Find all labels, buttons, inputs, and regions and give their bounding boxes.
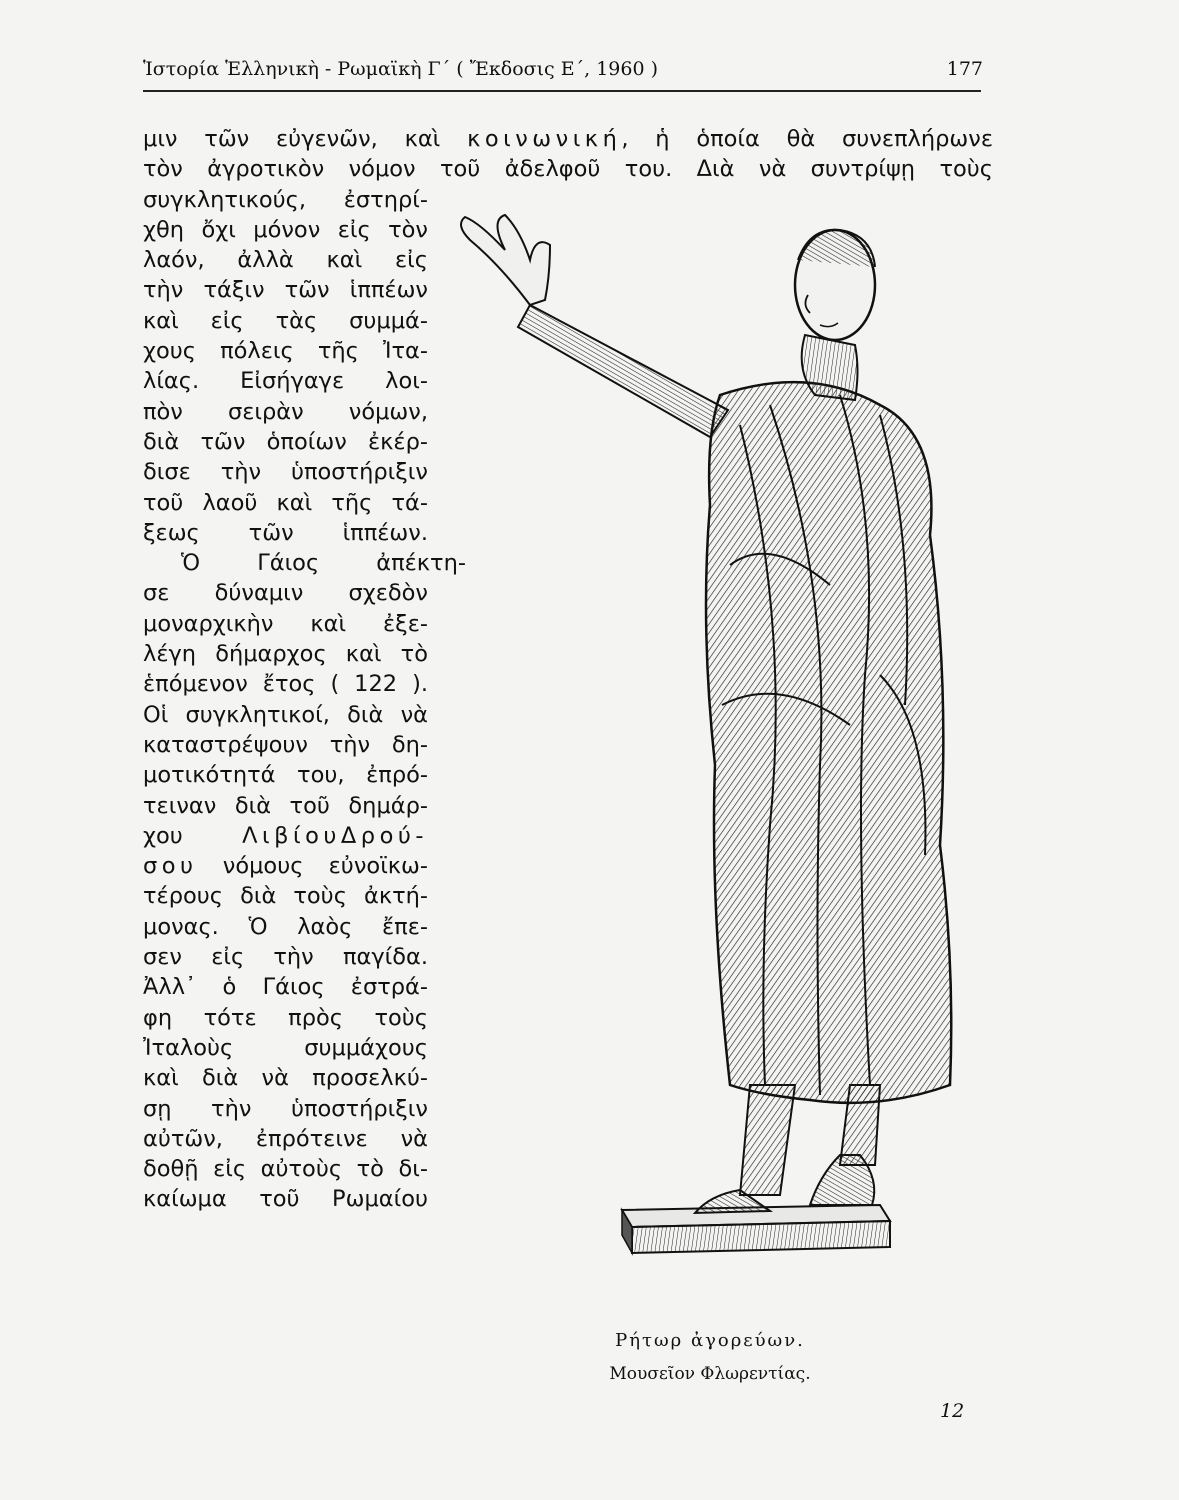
text-line: [143, 488, 428, 518]
text-run: ξεως τῶν ἱππέων.: [143, 519, 428, 546]
text-line: [143, 397, 428, 427]
text-line: [143, 306, 428, 336]
figure-caption-title: Ρήτωρ ἀγορεύων.: [615, 1330, 805, 1351]
text-run: πὸν σειρὰν νόμων,: [143, 398, 428, 425]
text-line: [143, 366, 428, 396]
text-line: [143, 821, 428, 851]
text-run: σῃ τὴν ὑποστήριξιν: [143, 1095, 428, 1122]
text-line: [143, 851, 428, 881]
statue-hand: [461, 215, 550, 305]
spaced-emphasis: ΛιβίουΔρού-: [242, 822, 428, 849]
text-line: [143, 942, 428, 972]
text-run: σεν εἰς τὴν παγίδα.: [143, 944, 428, 971]
text-run: σε δύναμιν σχεδὸν: [143, 580, 428, 607]
text-line: [143, 609, 428, 639]
page-number: 177: [946, 58, 983, 80]
text-run: δισε τὴν ὑποστήριξιν: [143, 459, 428, 486]
text-line: [143, 457, 428, 487]
text-run: χους πόλεις τῆς Ἰτα-: [143, 338, 428, 365]
text-line: [143, 185, 428, 215]
text-line: [143, 275, 428, 305]
statue-leg-left: [740, 1085, 795, 1195]
text-run: διὰ τῶν ὁποίων ἐκέρ-: [143, 428, 428, 455]
text-line: [143, 912, 428, 942]
text-run: καταστρέψουν τὴν δη-: [143, 731, 428, 758]
text-line: [143, 1094, 428, 1124]
text-line: [143, 336, 428, 366]
text-run: , ἡ ὁποία θὰ συνεπλήρωνε: [621, 126, 993, 152]
text-run: Ἀλλ᾽ ὁ Γάιος ἐστρά-: [143, 974, 428, 1001]
text-line: [143, 760, 428, 790]
text-line: [143, 972, 428, 1002]
text-line: [143, 1184, 428, 1214]
header-title: Ἱστορία Ἑλληνικὴ - Ρωμαϊκὴ Γ´ ( Ἔκδοσις Ε´, 1960 ): [143, 58, 658, 80]
orator-statue-illustration: [410, 205, 995, 1270]
text-run: καὶ εἰς τὰς συμμά-: [143, 307, 428, 334]
text-run: τὸν ἀγροτικὸν νόμον τοῦ ἀδελφοῦ του. Διὰ νὰ συντρίψῃ τοὺς: [143, 156, 993, 183]
text-run: καὶ διὰ νὰ προσελκύ-: [143, 1065, 428, 1092]
text-run: Οἱ συγκλητικοί, διὰ νὰ: [143, 701, 428, 728]
text-line: [143, 791, 428, 821]
text-run: μοτικότητά του, ἐπρό-: [143, 762, 428, 789]
text-line: [143, 700, 428, 730]
text-line: [143, 245, 428, 275]
text-line: [143, 215, 428, 245]
text-run: λαόν, ἀλλὰ καὶ εἰς: [143, 247, 428, 274]
text-run: λέγη δήμαρχος καὶ τὸ: [143, 641, 428, 668]
figure-caption-source: Μουσεῖον Φλωρεντίας.: [609, 1364, 811, 1384]
text-line: [143, 578, 428, 608]
text-run: μοναρχικὴν καὶ ἐξε-: [143, 610, 428, 637]
text-run: λίας. Εἰσήγαγε λοι-: [143, 368, 428, 395]
text-run: τέρους διὰ τοὺς ἀκτή-: [143, 883, 428, 910]
text-line: [143, 669, 428, 699]
text-run: Ὁ Γάιος ἀπέκτη-: [181, 550, 466, 577]
spaced-emphasis: σου: [143, 853, 198, 880]
text-line: [143, 1033, 428, 1063]
text-run: μονας. Ὁ λαὸς ἔπε-: [143, 913, 428, 940]
text-run: καίωμα τοῦ Ρωμαίου: [143, 1186, 428, 1213]
text-run: Ἰταλοὺς συμμάχους: [143, 1034, 428, 1061]
text-run: δοθῇ εἰς αὐτοὺς τὸ δι-: [143, 1156, 428, 1183]
text-run: μιν τῶν εὐγενῶν, καὶ: [143, 126, 468, 152]
text-run: φη τότε πρὸς τοὺς: [143, 1004, 428, 1031]
text-line: [143, 518, 428, 548]
text-run: τοῦ λαοῦ καὶ τῆς τά-: [143, 489, 428, 516]
header-rule: [143, 90, 981, 92]
text-run: συγκλητικούς, ἐστηρί-: [143, 186, 428, 213]
signature-folio: 12: [940, 1400, 965, 1422]
text-run: χθη ὄχι μόνον εἰς τὸν: [143, 216, 428, 243]
text-line: [143, 881, 428, 911]
text-run: ἑπόμενον ἔτος ( 122 ).: [143, 671, 428, 698]
statue-raised-arm: [461, 215, 728, 437]
text-line: [143, 427, 428, 457]
text-run: χου: [143, 822, 243, 849]
text-line: [143, 730, 428, 760]
statue-head: [795, 230, 875, 400]
text-line: [143, 154, 993, 184]
text-line: [143, 1154, 428, 1184]
text-run: τειναν διὰ τοῦ δημάρ-: [143, 792, 428, 819]
text-line: [143, 1003, 428, 1033]
text-line: [143, 1063, 428, 1093]
statue-toga: [706, 382, 951, 1103]
spaced-emphasis: κοινωνική: [467, 126, 622, 152]
text-run: τὴν τάξιν τῶν ἱππέων: [143, 277, 428, 304]
text-line: [143, 639, 428, 669]
text-line: [143, 1124, 428, 1154]
text-line: [143, 124, 993, 154]
running-header: [143, 58, 983, 88]
text-run: νόμους εὐνοϊκω-: [197, 853, 428, 880]
text-run: αὐτῶν, ἐπρότεινε νὰ: [143, 1125, 428, 1152]
